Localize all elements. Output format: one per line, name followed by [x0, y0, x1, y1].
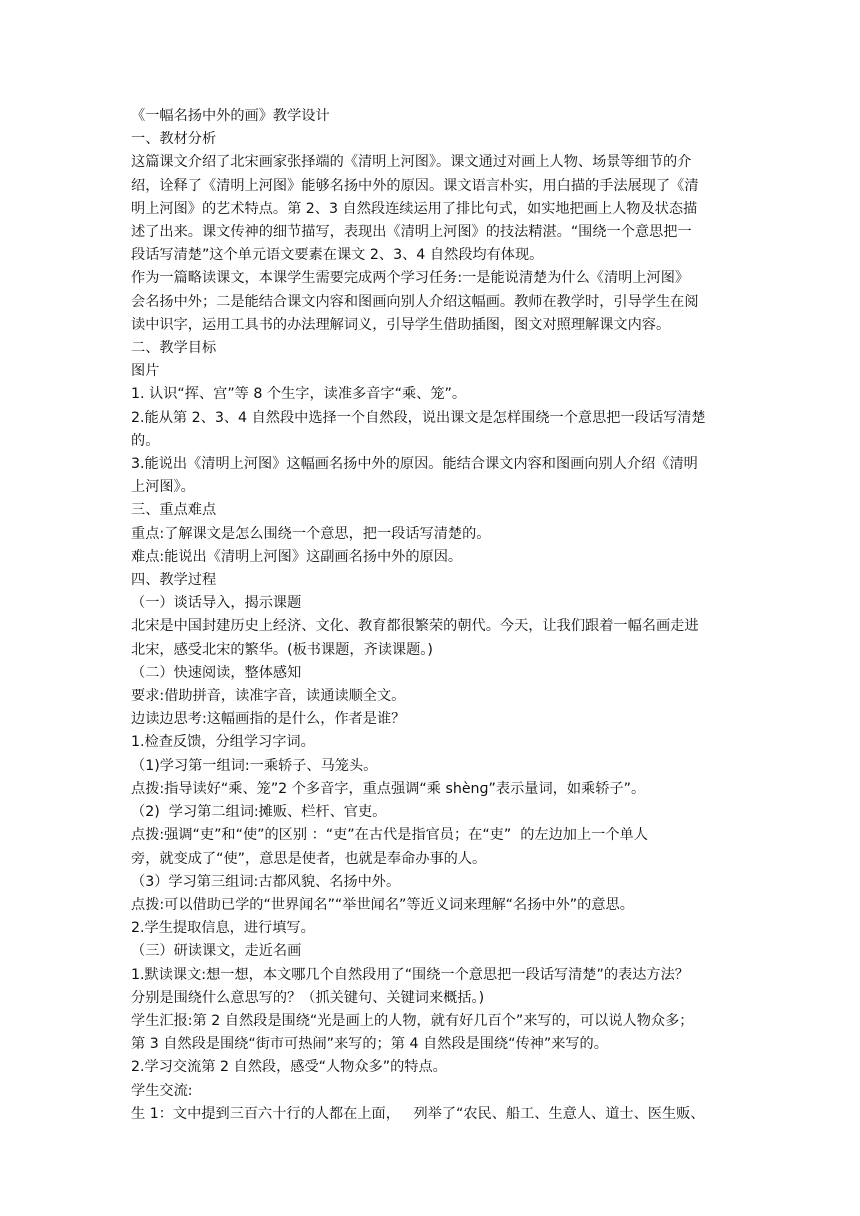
text-line: （二）快速阅读，整体感知: [131, 664, 302, 681]
text-line: 1. 认识“挥、宫”等 8 个生字，读准多音字“乘、笼”。: [131, 386, 467, 403]
text-line: 难点:能说出《清明上河图》这副画名扬中外的原因。: [131, 548, 463, 565]
text-line: （一）谈话导入，揭示课题: [131, 595, 302, 612]
text-line: 学生汇报:第 2 自然段是围绕“光是画上的人物，就有好几百个”来写的，可以说人物众多；: [131, 1012, 694, 1029]
text-line: 重点:了解课文是怎么围绕一个意思，把一段话写清楚的。: [131, 525, 491, 542]
text-line: （1)学习第一组词:一乘轿子、马笼头。: [131, 757, 378, 774]
text-line: 2.学习交流第 2 自然段，感受“人物众多”的特点。: [131, 1059, 447, 1076]
text-line: 北宋是中国封建历史上经济、文化、教育都很繁荣的朝代。今天，让我们跟着一幅名画走进: [131, 618, 699, 635]
text-line: 三、重点难点: [131, 502, 217, 519]
text-line: 分别是围绕什么意思写的？（抓关键句、关键词来概括。): [131, 989, 485, 1006]
text-line: 二、教学目标: [131, 340, 217, 357]
text-line: 1.检查反馈，分组学习字词。: [131, 734, 315, 751]
text-line: 学生交流:: [131, 1082, 193, 1099]
text-line: 读中识字，运用工具书的办法理解词义，引导学生借助插图，图文对照理解课文内容。: [131, 316, 671, 333]
text-line: 会名扬中外；二是能结合课文内容和图画向别人介绍这幅画。教师在教学时，引导学生在阅: [131, 293, 699, 310]
text-line: 作为一篇略读课文，本课学生需要完成两个学习任务:一是能说清楚为什么《清明上河图》: [131, 270, 690, 287]
text-line: 3.能说出《清明上河图》这幅画名扬中外的原因。能结合课文内容和图画向别人介绍《清明: [131, 456, 698, 473]
text-line: 段话写清楚”这个单元语文要素在课文 2、3、4 自然段均有体现。: [131, 247, 544, 264]
text-line: 四、教学过程: [131, 572, 217, 589]
text-line: 的。: [131, 432, 160, 449]
text-line: 一、教材分析: [131, 131, 217, 148]
text-line: 点拨:指导读好“乘、笼”2 个多音字，重点强调“乘 shènɡ”表示量词，如乘轿子”。: [131, 780, 646, 797]
text-line: 第 3 自然段是围绕“街市可热闹”来写的；第 4 自然段是围绕“传神”来写的。: [131, 1036, 608, 1053]
document-body: [131, 105, 731, 1126]
text-line: 生 1：文中提到三百六十行的人都在上面， 列举了“农民、船工、生意人、道士、医生贩、: [131, 1105, 705, 1122]
text-line: 点拨:可以借助已学的“世界闻名”“举世闻名”等近义词来理解“名扬中外”的意思。: [131, 896, 634, 913]
text-line: （3）学习第三组词:古都风貌、名扬中外。: [131, 873, 401, 890]
document-title: 《一幅名扬中外的画》教学设计: [131, 108, 330, 124]
text-line: 这篇课文介绍了北宋画家张择端的《清明上河图》。课文通过对画上人物、场景等细节的介: [131, 154, 692, 171]
text-line: 绍，诠释了《清明上河图》能够名扬中外的原因。课文语言朴实，用白描的手法展现了《清: [131, 177, 699, 194]
text-line: （2) 学习第二组词:摊贩、栏杆、官吏。: [131, 804, 387, 821]
text-line: 北宋，感受北宋的繁华。(板书课题，齐读课题。): [131, 641, 433, 658]
text-line: 边读边思考:这幅画指的是什么，作者是谁？: [131, 711, 406, 728]
text-line: 1.默读课文:想一想，本文哪几个自然段用了“围绕一个意思把一段话写清楚”的表达方法？: [131, 966, 689, 983]
text-line: 点拨:强调“吏”和“使”的区别 ：“吏”在古代是指官员；在“吏” 的左边加上一个单人: [131, 827, 648, 844]
text-line: 明上河图》的艺术特点。第 2、3 自然段连续运用了排比句式，如实地把画上人物及状态描: [131, 200, 698, 217]
text-line: 要求:借助拼音，读准字音，读通读顺全文。: [131, 688, 406, 705]
text-line: 上河图》。: [131, 479, 195, 496]
text-line: 旁，就变成了“使”，意思是使者，也就是奉命办事的人。: [131, 850, 487, 867]
text-line: 述了出来。课文传神的细节描写，表现出《清明上河图》的技法精湛。“围绕一个意思把一: [131, 224, 692, 241]
text-line: 图片: [131, 363, 160, 380]
text-line: 2.学生提取信息，进行填写。: [131, 920, 315, 937]
text-line: （三）研读课文，走近名画: [131, 943, 302, 960]
text-line: 2.能从第 2、3、4 自然段中选择一个自然段，说出课文是怎样围绕一个意思把一段话写清楚: [131, 409, 706, 426]
